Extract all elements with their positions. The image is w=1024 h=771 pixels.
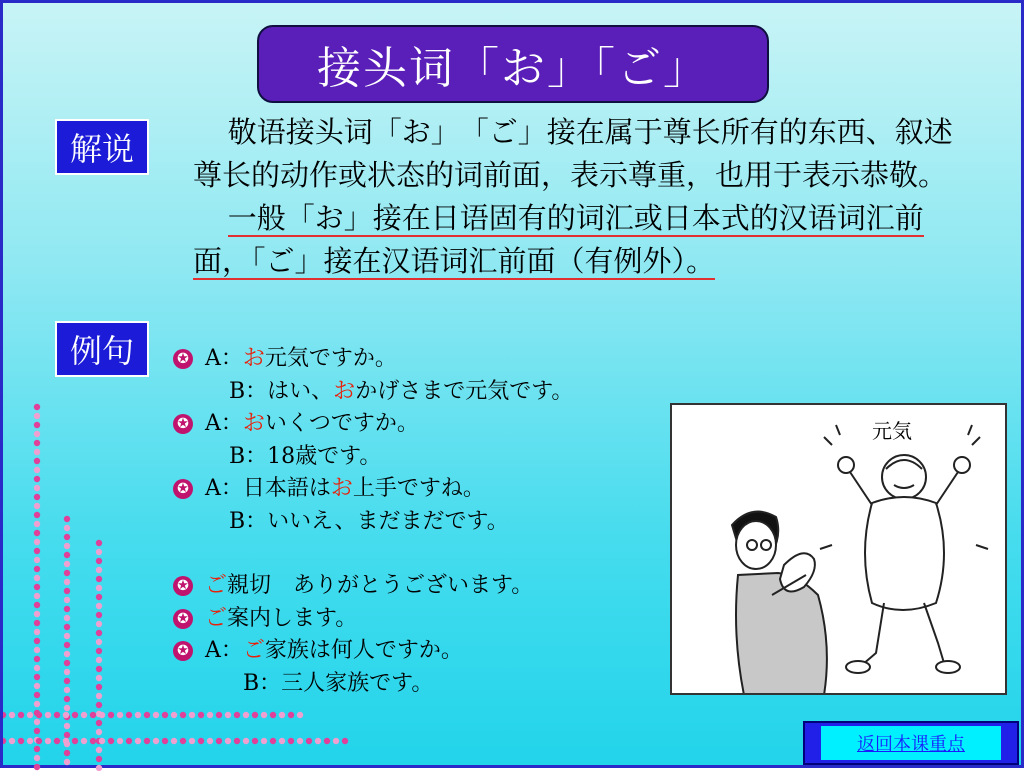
example-line (173, 668, 673, 701)
example-line (173, 376, 673, 409)
star-bullet-icon: ✪ (173, 414, 193, 434)
speaker-a: A：日本語は (205, 476, 331, 501)
star-bullet-icon: ✪ (173, 576, 193, 596)
honorific-prefix: お (242, 346, 265, 371)
example-line (173, 635, 673, 668)
example-line (173, 506, 673, 539)
explanation-text (193, 111, 973, 283)
illustration-drawing (672, 405, 1005, 693)
page-title: 接头词「お」「ご」 (257, 25, 769, 103)
back-button-label[interactable]: 返回本课重点 (821, 726, 1001, 760)
examples-tag: 例句 (55, 321, 149, 377)
example-line (173, 473, 673, 506)
honorific-prefix: ご (205, 605, 228, 631)
back-to-key-points-button[interactable] (803, 721, 1019, 765)
examples-list (173, 343, 673, 700)
explanation-paragraph-2 (193, 197, 973, 283)
speaker-b: B：はい、 (229, 378, 334, 404)
star-bullet-icon: ✪ (173, 479, 193, 499)
example-text: 親切 ありがとうございます。 (227, 573, 534, 598)
example-line (173, 570, 673, 603)
star-bullet-icon: ✪ (173, 641, 193, 661)
example-text: 上手ですね。 (352, 476, 485, 501)
example-text: B：いいえ、まだまだです。 (229, 508, 509, 534)
spacer (173, 538, 673, 570)
star-bullet-icon: ✪ (173, 349, 193, 369)
honorific-prefix: お (330, 476, 353, 501)
example-line (173, 441, 673, 474)
star-bullet-icon: ✪ (173, 609, 193, 629)
example-text: B：18歳です。 (229, 443, 382, 469)
underlined-text: 一般「お」接在日语固有的词汇或日本式的汉语词汇前面，「ご」接在汉语词汇前面（有例外）。 (193, 201, 924, 278)
example-line (173, 408, 673, 441)
thin-person-figure (732, 512, 827, 693)
honorific-prefix: ご (205, 573, 228, 598)
honorific-prefix: お (333, 378, 356, 404)
example-text: 元気ですか。 (264, 346, 397, 371)
genki-illustration (670, 403, 1007, 695)
honorific-prefix: お (242, 411, 265, 436)
example-text: B：三人家族です。 (243, 670, 434, 696)
energetic-figure (820, 425, 988, 673)
example-text: 案内します。 (227, 605, 358, 631)
speaker-a: A： (205, 638, 243, 663)
honorific-prefix: ご (242, 638, 265, 663)
explanation-tag: 解说 (55, 119, 149, 175)
example-line (173, 603, 673, 636)
example-text: 家族は何人ですか。 (264, 638, 463, 663)
example-text: いくつですか。 (264, 411, 419, 436)
explanation-paragraph-1: 敬语接头词「お」 「ご」接在属于尊长所有的东西、叙述尊长的动作或状态的词前面，表示尊重，也用于表示恭敬。 (193, 115, 953, 192)
example-text: かげさまで元気です。 (355, 378, 574, 404)
speaker-a: A： (205, 411, 243, 436)
speaker-a: A： (205, 346, 243, 371)
illustration-label: 元気 (872, 419, 912, 443)
example-line (173, 343, 673, 376)
